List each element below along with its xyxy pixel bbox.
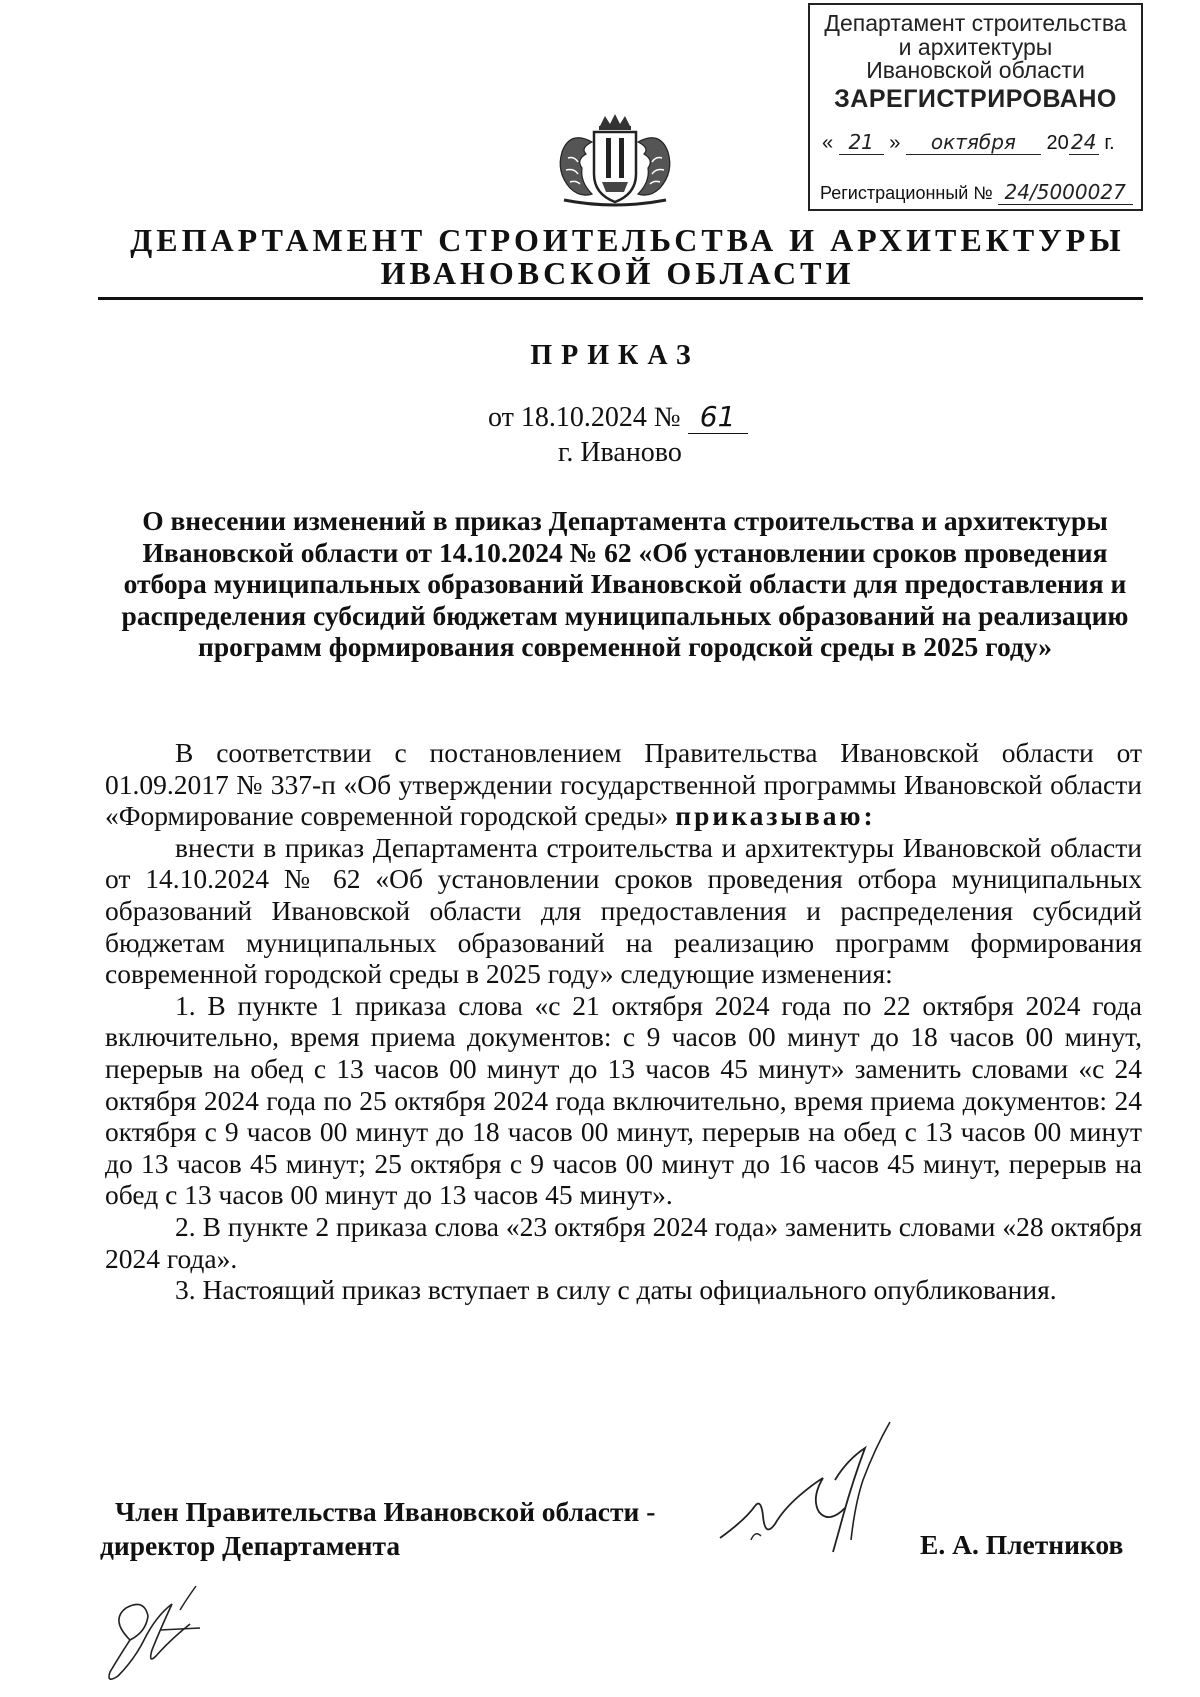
coat-of-arms-icon xyxy=(550,112,680,210)
stamp-reg-label: Регистрационный № xyxy=(820,183,993,203)
order-subject: О внесении изменений в приказ Департамента строительства и архитектуры Ивановской области от 14.10.2024 № 62 «Об установлении сроков проведения отбора муниципальных образований Ивановской области для предоставления и распределения субсидий бюджетам муниципальных образований на реализацию программ формирования современной городской среды в 2025 году» xyxy=(121,505,1129,662)
intro-paragraph: внести в приказ Департамента строительства и архитектуры Ивановской области от 14.10.2024 № 62 «Об установлении сроков проведения отбора муниципальных образований Ивановской области для предоставления и распределения субсидий бюджетам муниципальных образований на реализацию программ формирования современной городской среды в 2025 году» следующие изменения: xyxy=(105,831,1142,990)
stamp-date-open: « xyxy=(822,132,834,154)
stamp-reg-row xyxy=(820,180,1135,208)
handwritten-signature xyxy=(715,1420,935,1570)
stamp-date xyxy=(822,130,1135,160)
stamp-line-1: Департамент строительства xyxy=(824,10,1127,36)
stamp-line-3: Ивановской области xyxy=(866,57,1085,83)
header-rule xyxy=(98,297,1143,300)
stamp-date-month: октября xyxy=(906,130,1041,155)
order-date: от 18.10.2024 № xyxy=(488,402,681,433)
stamp-date-mid: » xyxy=(889,132,901,154)
signatory-name: Е. А. Плетников xyxy=(920,1529,1124,1560)
preamble-text: В соответствии с постановлением Правительства Ивановской области от 01.09.2017 № 337-п «Об утверждении государственной программы Ивановской области «Формирование современной городской среды» xyxy=(105,737,1142,832)
stamp-year-label: г. xyxy=(1104,132,1115,154)
order-title: ПРИКАЗ xyxy=(530,340,700,371)
item-2: 2. В пункте 2 приказа слова «23 октября 2024 года» заменить словами «28 октября 2024 года». xyxy=(105,1210,1142,1274)
order-body xyxy=(105,737,1142,1306)
registration-stamp xyxy=(808,3,1143,211)
initials-mark xyxy=(100,1580,210,1690)
stamp-year-suffix: 24 xyxy=(1069,130,1099,155)
order-date-line xyxy=(488,400,748,434)
stamp-registered: ЗАРЕГИСТРИРОВАНО xyxy=(834,85,1117,113)
stamp-reg-number: 24/5000027 xyxy=(998,180,1133,205)
preamble-paragraph xyxy=(105,737,1142,832)
signatory-title-1: Член Правительства Ивановской области - xyxy=(115,1496,656,1527)
stamp-line-2: и архитектуры xyxy=(898,34,1053,60)
signatory-title-2: директор Департамента xyxy=(100,1530,401,1561)
order-number: 61 xyxy=(688,400,748,434)
order-word: приказываю: xyxy=(675,800,876,832)
order-city: г. Иваново xyxy=(558,437,682,468)
dept-line-2: ИВАНОВСКОЙ ОБЛАСТИ xyxy=(380,255,855,291)
stamp-year-prefix: 20 xyxy=(1046,132,1069,154)
stamp-date-day: 21 xyxy=(839,130,884,155)
item-3: 3. Настоящий приказ вступает в силу с даты официального опубликования. xyxy=(175,1274,1057,1306)
dept-line-1: ДЕПАРТАМЕНТ СТРОИТЕЛЬСТВА И АРХИТЕКТУРЫ xyxy=(130,222,1125,258)
item-1: 1. В пункте 1 приказа слова «с 21 октября 2024 года по 22 октября 2024 года включительно, время приема документов: с 9 часов 00 минут до 18 часов 00 минут, перерыв на обед с 13 часов 00 минут до 13 часов 45 минут» заменить словами «с 24 октября 2024 года по 25 октября 2024 года включительно, время приема документов: 24 октября с 9 часов 00 минут до 18 часов 00 минут, перерыв на обед с 13 часов 00 минут до 13 часов 45 минут; 25 октября с 9 часов 00 минут до 16 часов 45 минут, перерыв на обед с 13 часов 00 минут до 13 часов 45 минут». xyxy=(105,989,1142,1211)
